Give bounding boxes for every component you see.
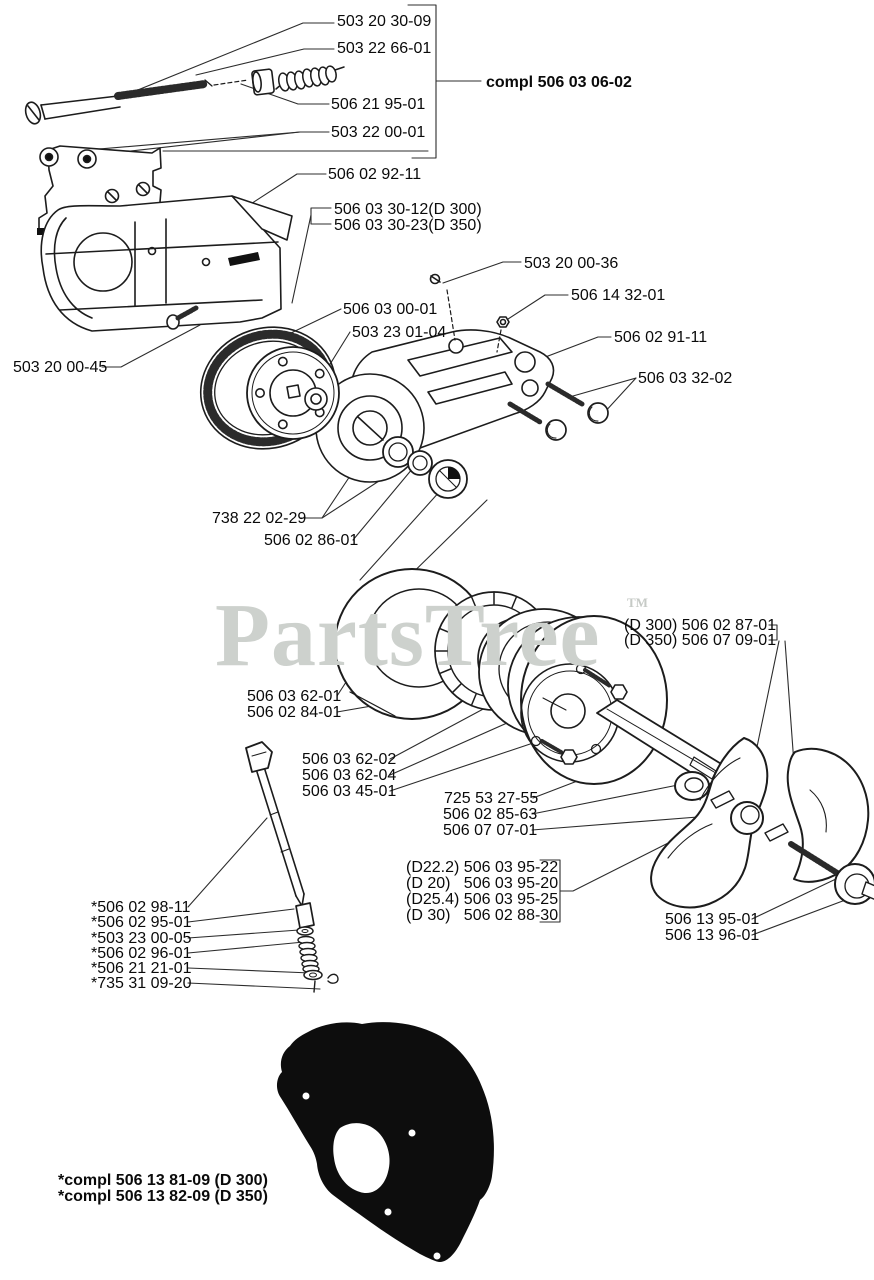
spring (276, 65, 344, 92)
callout-506-03-30-12: 506 03 30-12(D 300) (334, 201, 482, 218)
callout-503-22-00-01: 503 22 00-01 (331, 124, 426, 141)
callout-506-03-30-23: 506 03 30-23(D 350) (334, 217, 482, 234)
callout-d25-506-03-95-25: (D25.4) 506 03 95-25 (406, 891, 559, 908)
callout-506-02-84-01: 506 02 84-01 (247, 704, 342, 721)
watermark-tm: TM (627, 595, 648, 610)
callout-compl-506-13-81-09: *compl 506 13 81-09 (D 300) (58, 1172, 268, 1189)
callout-506-13-95-01: 506 13 95-01 (665, 911, 760, 928)
callout-503-20-00-45: 503 20 00-45 (13, 359, 108, 376)
callout-d30-506-02-88-30: (D 30) 506 02 88-30 (406, 907, 559, 924)
callout-503-20-30-09: 503 20 30-09 (337, 13, 432, 30)
callout-506-13-96-01: 506 13 96-01 (665, 927, 760, 944)
callout-506-02-85-63: 506 02 85-63 (443, 806, 538, 823)
callout-d20-506-03-95-20: (D 20) 506 03 95-20 (406, 875, 559, 892)
callout-503-20-00-36: 503 20 00-36 (524, 255, 619, 272)
callout-506-03-62-04: 506 03 62-04 (302, 767, 397, 784)
blade-rear (788, 749, 869, 882)
watermark-partstree: PartsTree (215, 586, 601, 685)
callout-503-23-01-04: 503 23 01-04 (352, 324, 447, 341)
rod-spring (298, 937, 319, 973)
rod-washer-2 (304, 971, 322, 980)
blade-front (651, 738, 788, 907)
callout-506-21-21-01: *506 21 21-01 (91, 960, 192, 977)
callout-503-22-66-01: 503 22 66-01 (337, 40, 432, 57)
callout-compl-506-03-06-02: compl 506 03 06-02 (486, 74, 632, 91)
callout-725-53-27-55: 725 53 27-55 (444, 790, 539, 807)
callout-506-02-95-01: *506 02 95-01 (91, 914, 192, 931)
callout-506-03-45-01: 506 03 45-01 (302, 783, 397, 800)
rod-sleeve (296, 903, 314, 928)
clutch-pulley-disc (247, 347, 339, 439)
callout-506-02-91-11: 506 02 91-11 (614, 329, 708, 346)
callout-506-02-96-01: *506 02 96-01 (91, 945, 192, 962)
thrust-washer (675, 772, 709, 800)
callout-506-02-86-01: 506 02 86-01 (264, 532, 359, 549)
callout-503-23-00-05: *503 23 00-05 (91, 930, 192, 947)
callout-506-03-62-01: 506 03 62-01 (247, 688, 342, 705)
barrel-nut (252, 69, 275, 95)
callout-506-02-98-11: *506 02 98-11 (91, 899, 191, 916)
callout-d300-506-02-87-01: (D 300) 506 02 87-01 (624, 617, 777, 634)
callout-506-21-95-01: 506 21 95-01 (331, 96, 426, 113)
callout-506-03-00-01: 506 03 00-01 (343, 301, 438, 318)
callout-506-14-32-01: 506 14 32-01 (571, 287, 666, 304)
callout-738-22-02-29: 738 22 02-29 (212, 510, 307, 527)
callout-compl-506-13-82-09: *compl 506 13 82-09 (D 350) (58, 1188, 268, 1205)
protection-cover (277, 1022, 494, 1262)
tension-rod (246, 742, 304, 906)
belt-guard-cover (41, 196, 292, 331)
callout-506-02-92-11: 506 02 92-11 (328, 166, 422, 183)
callout-d22-506-03-95-22: (D22.2) 506 03 95-22 (406, 859, 559, 876)
callout-506-07-07-01: 506 07 07-01 (443, 822, 538, 839)
callout-506-03-32-02: 506 03 32-02 (638, 370, 733, 387)
callout-d350-506-07-09-01: (D 350) 506 07 09-01 (624, 632, 777, 649)
callout-506-03-62-02: 506 03 62-02 (302, 751, 397, 768)
callout-735-31-09-20: *735 31 09-20 (91, 975, 192, 992)
blade-bushing (731, 802, 763, 834)
rod-washer-1 (297, 927, 313, 935)
tension-bolt (23, 80, 248, 126)
